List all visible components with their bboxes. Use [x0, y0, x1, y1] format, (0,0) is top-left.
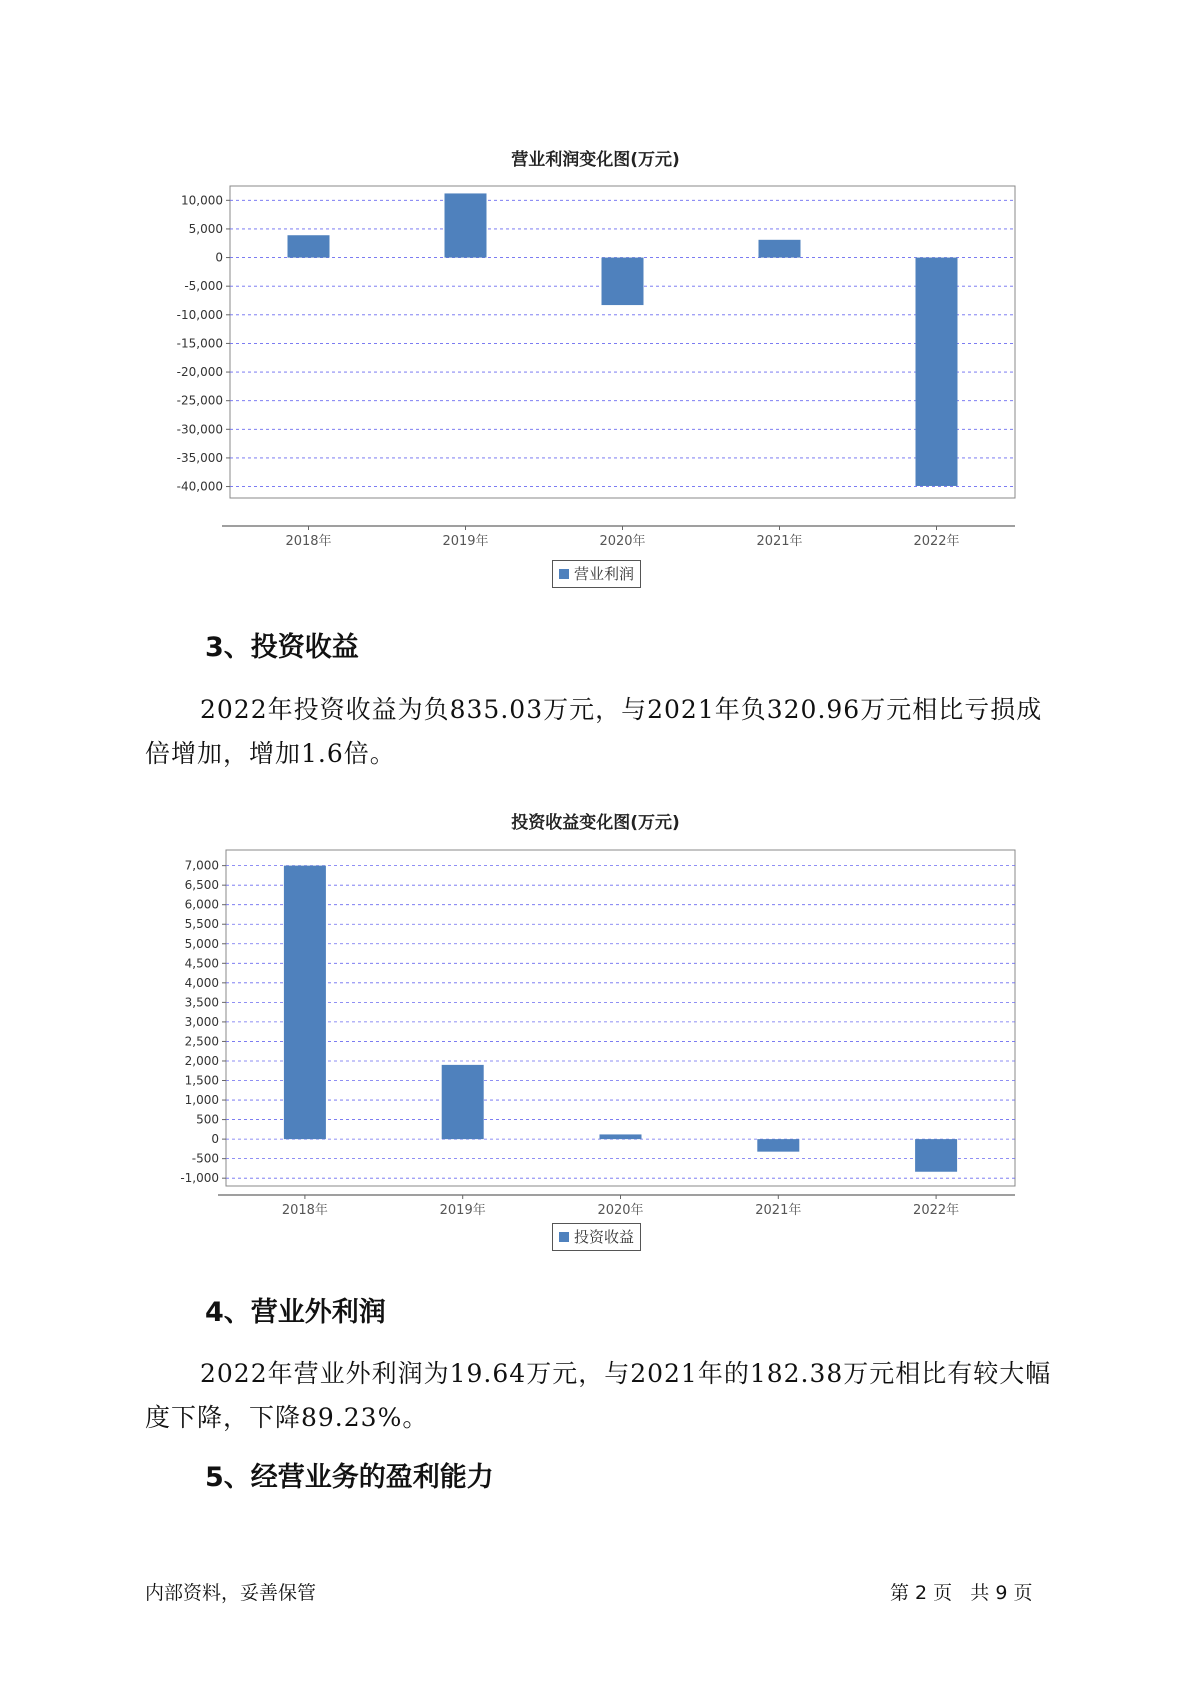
y-tick-label: 500 — [196, 1112, 219, 1127]
chart2-title: 投资收益变化图(万元) — [511, 813, 680, 833]
section4-heading: 4、营业外利润 — [205, 1297, 386, 1328]
y-tick-label: 4,500 — [184, 956, 219, 971]
y-tick-label: -25,000 — [176, 393, 223, 408]
y-tick-label: 0 — [211, 1132, 219, 1147]
section4-line2: 度下降，下降89.23%。 — [145, 1403, 429, 1432]
footer-confidential: 内部资料，妥善保管 — [145, 1582, 317, 1604]
bar — [915, 1139, 957, 1172]
y-tick-label: 7,000 — [184, 858, 219, 873]
x-tick-label: 2020年 — [597, 1203, 644, 1218]
section4-paragraph — [145, 1352, 1055, 1440]
chart2-legend-label: 投资收益 — [574, 1228, 635, 1246]
x-tick-label: 2021年 — [756, 534, 803, 549]
y-tick-label: 2,500 — [184, 1034, 219, 1049]
bar — [600, 1134, 642, 1139]
bar — [757, 1139, 799, 1152]
section3-line1: 2022年投资收益为负835.03万元，与2021年负320.96万元相比亏损成 — [200, 695, 1043, 724]
x-tick-label: 2019年 — [439, 1203, 486, 1218]
y-tick-label: -5,000 — [184, 279, 223, 294]
y-tick-label: -35,000 — [176, 450, 223, 465]
y-tick-label: -40,000 — [176, 479, 223, 494]
x-tick-label: 2022年 — [913, 1203, 960, 1218]
y-tick-label: 1,500 — [184, 1073, 219, 1088]
y-tick-label: 5,500 — [184, 917, 219, 932]
section3-paragraph — [145, 688, 1055, 776]
bar — [284, 866, 326, 1139]
y-tick-label: 4,000 — [184, 975, 219, 990]
x-tick-label: 2018年 — [285, 534, 332, 549]
legend-swatch — [559, 569, 569, 579]
y-tick-label: -30,000 — [176, 422, 223, 437]
plot-area — [230, 186, 1015, 498]
chart1-title: 营业利润变化图(万元) — [511, 150, 680, 170]
legend-swatch — [559, 1232, 569, 1242]
x-tick-label: 2020年 — [599, 534, 646, 549]
y-tick-label: -500 — [191, 1151, 219, 1166]
chart1-legend-label: 营业利润 — [574, 565, 635, 583]
y-tick-label: 1,000 — [184, 1093, 219, 1108]
y-tick-label: 0 — [215, 250, 223, 265]
bar — [445, 193, 487, 257]
x-tick-label: 2022年 — [913, 534, 960, 549]
chart2-legend — [552, 1223, 641, 1251]
x-tick-label: 2021年 — [755, 1203, 802, 1218]
y-tick-label: 6,500 — [184, 878, 219, 893]
y-tick-label: 3,000 — [184, 1014, 219, 1029]
y-tick-label: 3,500 — [184, 995, 219, 1010]
bar — [916, 258, 958, 486]
y-tick-label: 2,000 — [184, 1053, 219, 1068]
section5-heading: 5、经营业务的盈利能力 — [205, 1462, 494, 1493]
section4-line1: 2022年营业外利润为19.64万元，与2021年的182.38万元相比有较大幅 — [200, 1359, 1052, 1388]
y-tick-label: -20,000 — [176, 365, 223, 380]
chart1-legend — [552, 560, 641, 588]
bar — [442, 1065, 484, 1139]
y-tick-label: -15,000 — [176, 336, 223, 351]
x-tick-label: 2019年 — [442, 534, 489, 549]
y-tick-label: 10,000 — [181, 193, 223, 208]
section3-line2: 倍增加，增加1.6倍。 — [145, 739, 396, 768]
section3-heading: 3、投资收益 — [205, 632, 359, 663]
y-tick-label: 5,000 — [184, 936, 219, 951]
bar — [759, 240, 801, 258]
bar — [602, 258, 644, 306]
page-number: 第 2 页 共 9 页 — [890, 1582, 1033, 1604]
x-tick-label: 2018年 — [281, 1203, 328, 1218]
y-tick-label: -10,000 — [176, 307, 223, 322]
y-tick-label: 6,000 — [184, 897, 219, 912]
investment-income-chart — [150, 842, 1030, 1222]
y-tick-label: -1,000 — [180, 1171, 219, 1186]
bar — [288, 235, 330, 257]
y-tick-label: 5,000 — [188, 221, 223, 236]
operating-profit-chart — [150, 180, 1030, 550]
